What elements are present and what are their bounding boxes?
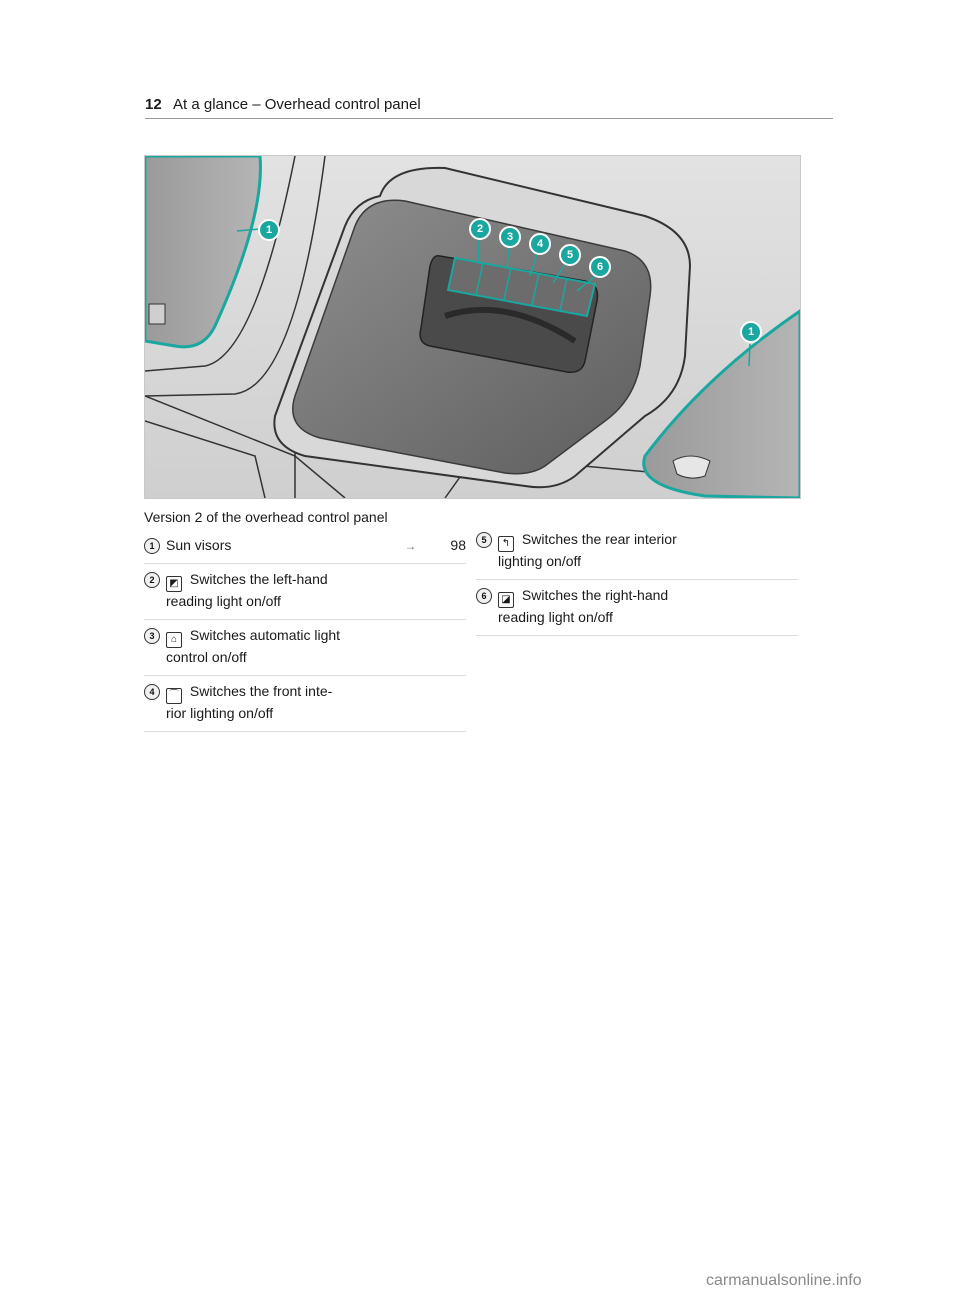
- reading-light-left-icon: ◩: [166, 576, 182, 592]
- page-reference[interactable]: [404, 536, 466, 555]
- reading-light-right-icon: ◪: [498, 592, 514, 608]
- callout-6: 6: [589, 256, 611, 278]
- item-text: Sun visors: [166, 537, 232, 553]
- item-text-line2: control on/off: [166, 649, 247, 665]
- callout-4: 4: [529, 233, 551, 255]
- item-text-line2: reading light on/off: [498, 609, 613, 625]
- item-text-line2: rior lighting on/off: [166, 705, 274, 721]
- callout-1-right: 1: [740, 321, 762, 343]
- overhead-panel-illustration: [145, 156, 800, 498]
- page-header: [145, 94, 833, 119]
- item-number: 6: [476, 588, 492, 604]
- item-number: 4: [144, 684, 160, 700]
- item-text-line2: reading light on/off: [166, 593, 281, 609]
- legend-column-left: [144, 508, 466, 732]
- front-interior-light-icon: ⌒: [166, 688, 182, 704]
- item-text-line1: Switches the right-hand: [521, 587, 669, 603]
- item-number: 2: [144, 572, 160, 588]
- legend-item-5: [476, 508, 798, 580]
- page-ref-number: 98: [450, 537, 466, 553]
- item-text-line1: Switches the left-hand: [189, 571, 328, 587]
- legend-item-6: [476, 580, 798, 636]
- overhead-panel-figure: [144, 155, 801, 499]
- item-number: 5: [476, 532, 492, 548]
- legend-item-3: [144, 620, 466, 676]
- callout-5: 5: [559, 244, 581, 266]
- item-text-line2: lighting on/off: [498, 553, 582, 569]
- legend-item-4: [144, 676, 466, 732]
- page-title: At a glance – Overhead control panel: [173, 96, 421, 113]
- callout-1-left: 1: [258, 219, 280, 241]
- auto-light-icon: ⌂: [166, 632, 182, 648]
- legend-item-2: [144, 564, 466, 620]
- item-text-line1: Switches the front inte-: [189, 683, 333, 699]
- callout-3: 3: [499, 226, 521, 248]
- legend-column-right: [476, 508, 798, 636]
- item-number: 1: [144, 538, 160, 554]
- legend-item-1: [144, 530, 466, 564]
- callout-2: 2: [469, 218, 491, 240]
- arrow-right-icon: →: [404, 539, 417, 553]
- watermark: carmanualsonline.info: [706, 1272, 862, 1289]
- item-text-line1: Switches automatic light: [189, 627, 341, 643]
- item-text-line1: Switches the rear interior: [521, 531, 677, 547]
- page-number: 12: [145, 96, 162, 113]
- item-number: 3: [144, 628, 160, 644]
- figure-caption: Version 2 of the overhead control panel: [144, 509, 388, 525]
- rear-interior-light-icon: ↰: [498, 536, 514, 552]
